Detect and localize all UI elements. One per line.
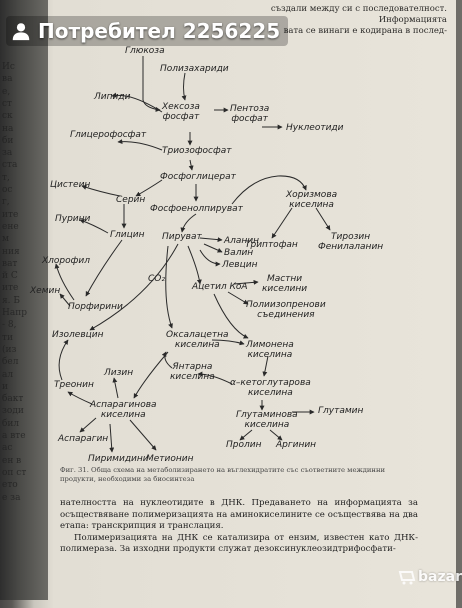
node-glycine: Глицин [110, 230, 145, 240]
node-heme: Хемин [30, 286, 61, 296]
bazar-watermark [398, 568, 462, 586]
node-chorismate: Хоризмова киселина [286, 190, 338, 210]
node-glycerophosphate: Глицерофосфат [70, 130, 147, 140]
user-label: Потребител 2256225 [38, 19, 281, 43]
node-tryptophan: Триптофан [245, 240, 298, 250]
left-page-fragment: е за [2, 492, 21, 503]
left-page-fragment: ите [2, 283, 19, 294]
node-nucleotides: Нуклеотиди [286, 123, 344, 133]
left-page-fragment: и [2, 381, 8, 392]
node-hexose-phosphate: Хексоза фосфат [162, 102, 200, 122]
left-page-fragment: ал [2, 369, 14, 380]
left-page-fragment: на [2, 123, 14, 134]
left-page-fragment: ва [2, 74, 13, 85]
node-proline: Пролин [226, 440, 262, 450]
node-serine: Серин [116, 195, 146, 205]
node-cysteine: Цистеин [50, 180, 91, 190]
node-lipids: Липиди [94, 92, 131, 102]
top-text-line-2: вата се винаги е кодирана в послед- [283, 26, 447, 36]
left-page-fragment: ето [2, 480, 18, 491]
left-page-fragment: ен в [2, 455, 22, 466]
left-page-fragment: ст [2, 98, 13, 109]
left-page-fragment: й С [2, 271, 18, 282]
node-threonine: Треонин [54, 380, 94, 390]
left-page-fragment: т, [2, 172, 10, 183]
left-page-fragment: ск [2, 111, 13, 122]
left-page-fragment: (из [2, 344, 17, 355]
left-page-fragment: бакт [2, 394, 24, 405]
left-page-fragment: ене [2, 221, 19, 232]
node-glutamate: Глутаминова киселина [236, 410, 298, 430]
node-methionine: Метионин [146, 454, 194, 464]
left-page-fragment: за [2, 148, 13, 159]
watermark-text: bazar [418, 569, 462, 585]
left-page-fragment: ват [2, 258, 18, 269]
node-valine: Валин [224, 248, 254, 258]
node-lysine: Лизин [104, 368, 134, 378]
left-page-fragment: бел [2, 357, 19, 368]
node-citrate: Лимонена киселина [246, 340, 294, 360]
left-page-fragment: ста [2, 160, 18, 171]
body-text [60, 498, 418, 556]
node-isoleucine: Изолевцин [52, 330, 104, 340]
node-phosphoenolpyruvate: Фосфоенолпируват [150, 204, 243, 214]
node-pyrimidines: Пиримидини [88, 454, 149, 464]
node-triose-phosphate: Триозофосфат [162, 146, 232, 156]
left-page-fragment: - 8, [2, 320, 17, 331]
node-succinate: Янтарна киселина [170, 362, 215, 382]
body-paragraph-1: нателността на нуклеотидите в ДНК. Предаването на информацията за осъществяване полимеризацията на аминокиселините се осъществява на два етапа: транскрипция и транслация. [60, 498, 418, 532]
left-page-fragment: ите [2, 209, 19, 220]
node-leucine: Левцин [222, 260, 258, 270]
left-page-fragment: ти [2, 332, 13, 343]
node-porphyrins: Порфирини [68, 302, 123, 312]
node-aspartate: Аспарагинова киселина [90, 400, 157, 420]
user-badge[interactable] [6, 16, 288, 46]
node-purines: Пурини [55, 214, 91, 224]
node-phosphoglycerate: Фосфоглицерат [160, 172, 236, 182]
node-oxaloacetate: Оксалацетна киселина [166, 330, 229, 350]
node-co2: CO₂ [148, 274, 165, 284]
left-page-fragment: Напр [2, 308, 27, 318]
node-chlorophyll: Хлорофил [42, 256, 90, 266]
node-alpha-ketoglutarate: α–кетоглутарова киселина [230, 378, 311, 398]
left-page-fragment: бил [2, 418, 20, 429]
left-page-fragment: Ис [2, 62, 15, 72]
left-page-fragment: г, [2, 197, 10, 208]
body-paragraph-2: Полимеризацията на ДНК се катализира от ензим, известен като ДНК-полимераза. За изходни продукти служат дезоксинуклеозидтрифосфати- [60, 532, 418, 555]
left-page-fragment: а вте [2, 431, 26, 441]
node-glutamine: Глутамин [318, 406, 364, 416]
left-page-fragment: би [2, 135, 14, 146]
left-page-fragment: м [2, 234, 10, 245]
left-page-fragment: ас [2, 443, 13, 454]
left-page-fragment: ния [2, 246, 20, 257]
left-page-fragment: оп ст [2, 467, 27, 478]
node-alanine: Аланин [224, 236, 260, 246]
left-page-fragment: ос [2, 185, 13, 195]
node-fatty-acids: Мастни киселини [262, 274, 308, 294]
node-polyisoprene: Полиизопренови съединения [246, 300, 326, 320]
node-polysaccharides: Полизахариди [160, 64, 229, 74]
top-text-line-1: създали между си с последователност. Информацията [270, 4, 447, 25]
node-asparagine: Аспарагин [58, 434, 109, 444]
bazar-logo-icon [398, 568, 416, 586]
node-tyrosine-phenylalanine: Тирозин Фенилаланин [318, 232, 384, 252]
figure-caption: Фиг. 31. Обща схема на метаболизирането на въглехидратите със съответните междинни продукти, необходими за биосинтеза [60, 466, 386, 483]
node-arginine: Аргинин [276, 440, 317, 450]
left-page-fragment: я. Б [2, 295, 21, 306]
user-icon [10, 20, 32, 42]
left-page-fragment: е, [2, 86, 11, 97]
left-page-fragment: зоди [2, 406, 24, 417]
node-acetyl-coa: Ацетил КоА [192, 282, 248, 292]
node-pentose-phosphate: Пентоза фосфат [230, 104, 270, 124]
node-glucose: Глюкоза [125, 46, 165, 56]
node-pyruvate: Пируват [162, 232, 202, 242]
